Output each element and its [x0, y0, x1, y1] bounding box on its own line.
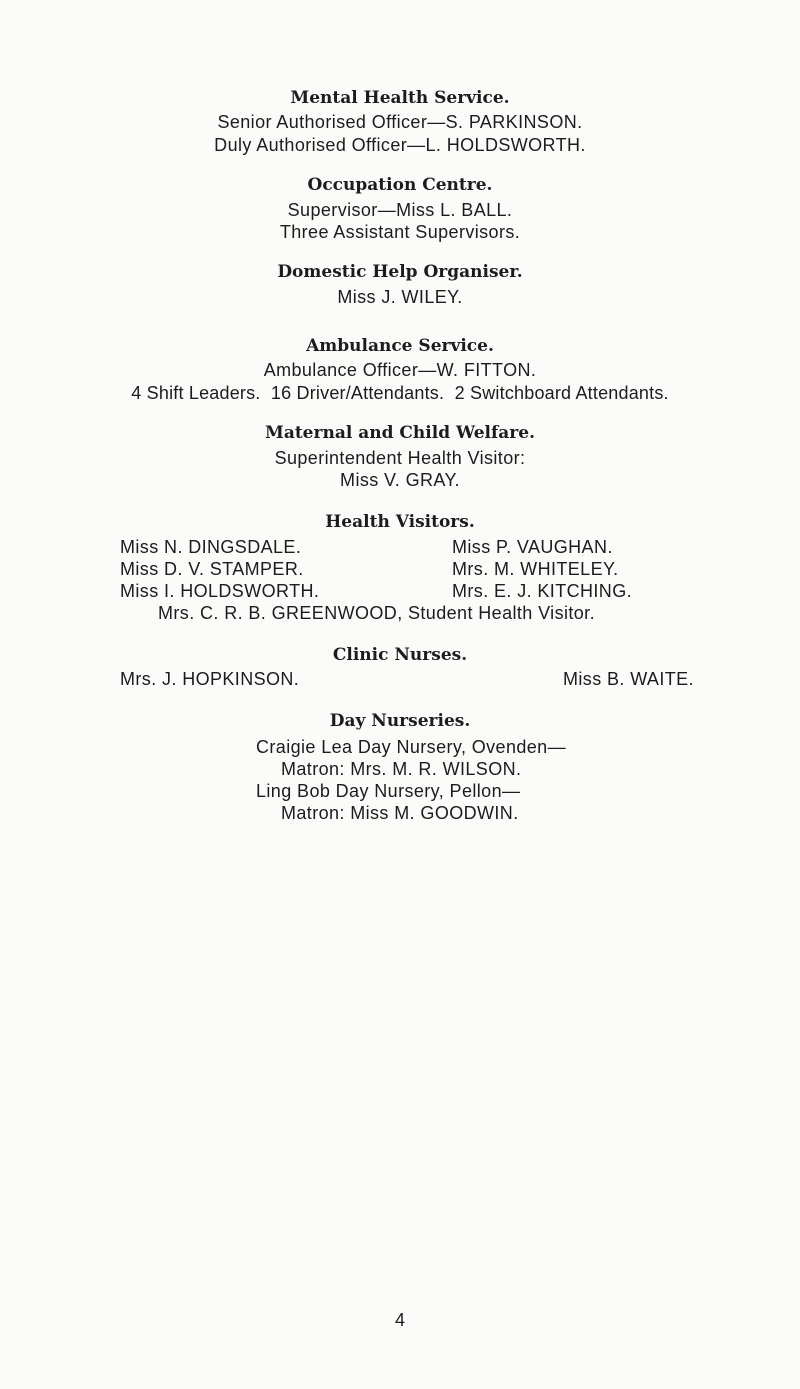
day-nursery-matron: Matron: Mrs. M. R. WILSON. — [281, 759, 522, 779]
day-nurseries-heading: Day Nurseries. — [329, 711, 471, 731]
day-nursery-name: Craigie Lea Day Nursery, Ovenden— — [256, 737, 566, 757]
day-nursery-matron: Matron: Miss M. GOODWIN. — [281, 803, 519, 823]
ambulance-staff: 4 Shift Leaders. 16 Driver/Attendants. 2 Switchboard Attendants. — [131, 383, 669, 403]
superintendent-title: Superintendent Health Visitor: — [274, 448, 526, 468]
clinic-nurses-heading: Clinic Nurses. — [332, 645, 468, 665]
senior-authorised-officer: Senior Authorised Officer—S. PARKINSON. — [217, 112, 583, 132]
occupation-supervisor: Supervisor—Miss L. BALL. — [287, 200, 513, 220]
occupation-centre-heading: Occupation Centre. — [307, 175, 493, 195]
domestic-help-heading: Domestic Help Organiser. — [277, 262, 523, 282]
superintendent-name: Miss V. GRAY. — [340, 470, 460, 490]
clinic-nurse: Miss B. WAITE. — [563, 669, 694, 689]
page-number: 4 — [394, 1310, 405, 1330]
student-health-visitor: Mrs. C. R. B. GREENWOOD, Student Health Visitor. — [158, 603, 595, 623]
clinic-nurse: Mrs. J. HOPKINSON. — [120, 669, 300, 689]
ambulance-service-heading: Ambulance Service. — [306, 336, 494, 356]
assistant-supervisors: Three Assistant Supervisors. — [279, 222, 521, 242]
duly-authorised-officer: Duly Authorised Officer—L. HOLDSWORTH. — [214, 135, 586, 155]
maternal-child-welfare-heading: Maternal and Child Welfare. — [265, 423, 535, 443]
health-visitor: Mrs. E. J. KITCHING. — [452, 581, 633, 601]
health-visitors-heading: Health Visitors. — [325, 512, 475, 532]
health-visitor: Miss P. VAUGHAN. — [452, 537, 613, 557]
mental-health-heading: Mental Health Service. — [290, 88, 510, 108]
health-visitor: Miss D. V. STAMPER. — [120, 559, 304, 579]
ambulance-officer: Ambulance Officer—W. FITTON. — [263, 360, 537, 380]
day-nursery-name: Ling Bob Day Nursery, Pellon— — [256, 781, 521, 801]
domestic-help-organiser: Miss J. WILEY. — [337, 287, 463, 307]
health-visitor: Miss N. DINGSDALE. — [120, 537, 302, 557]
health-visitor: Mrs. M. WHITELEY. — [452, 559, 619, 579]
health-visitor: Miss I. HOLDSWORTH. — [120, 581, 320, 601]
